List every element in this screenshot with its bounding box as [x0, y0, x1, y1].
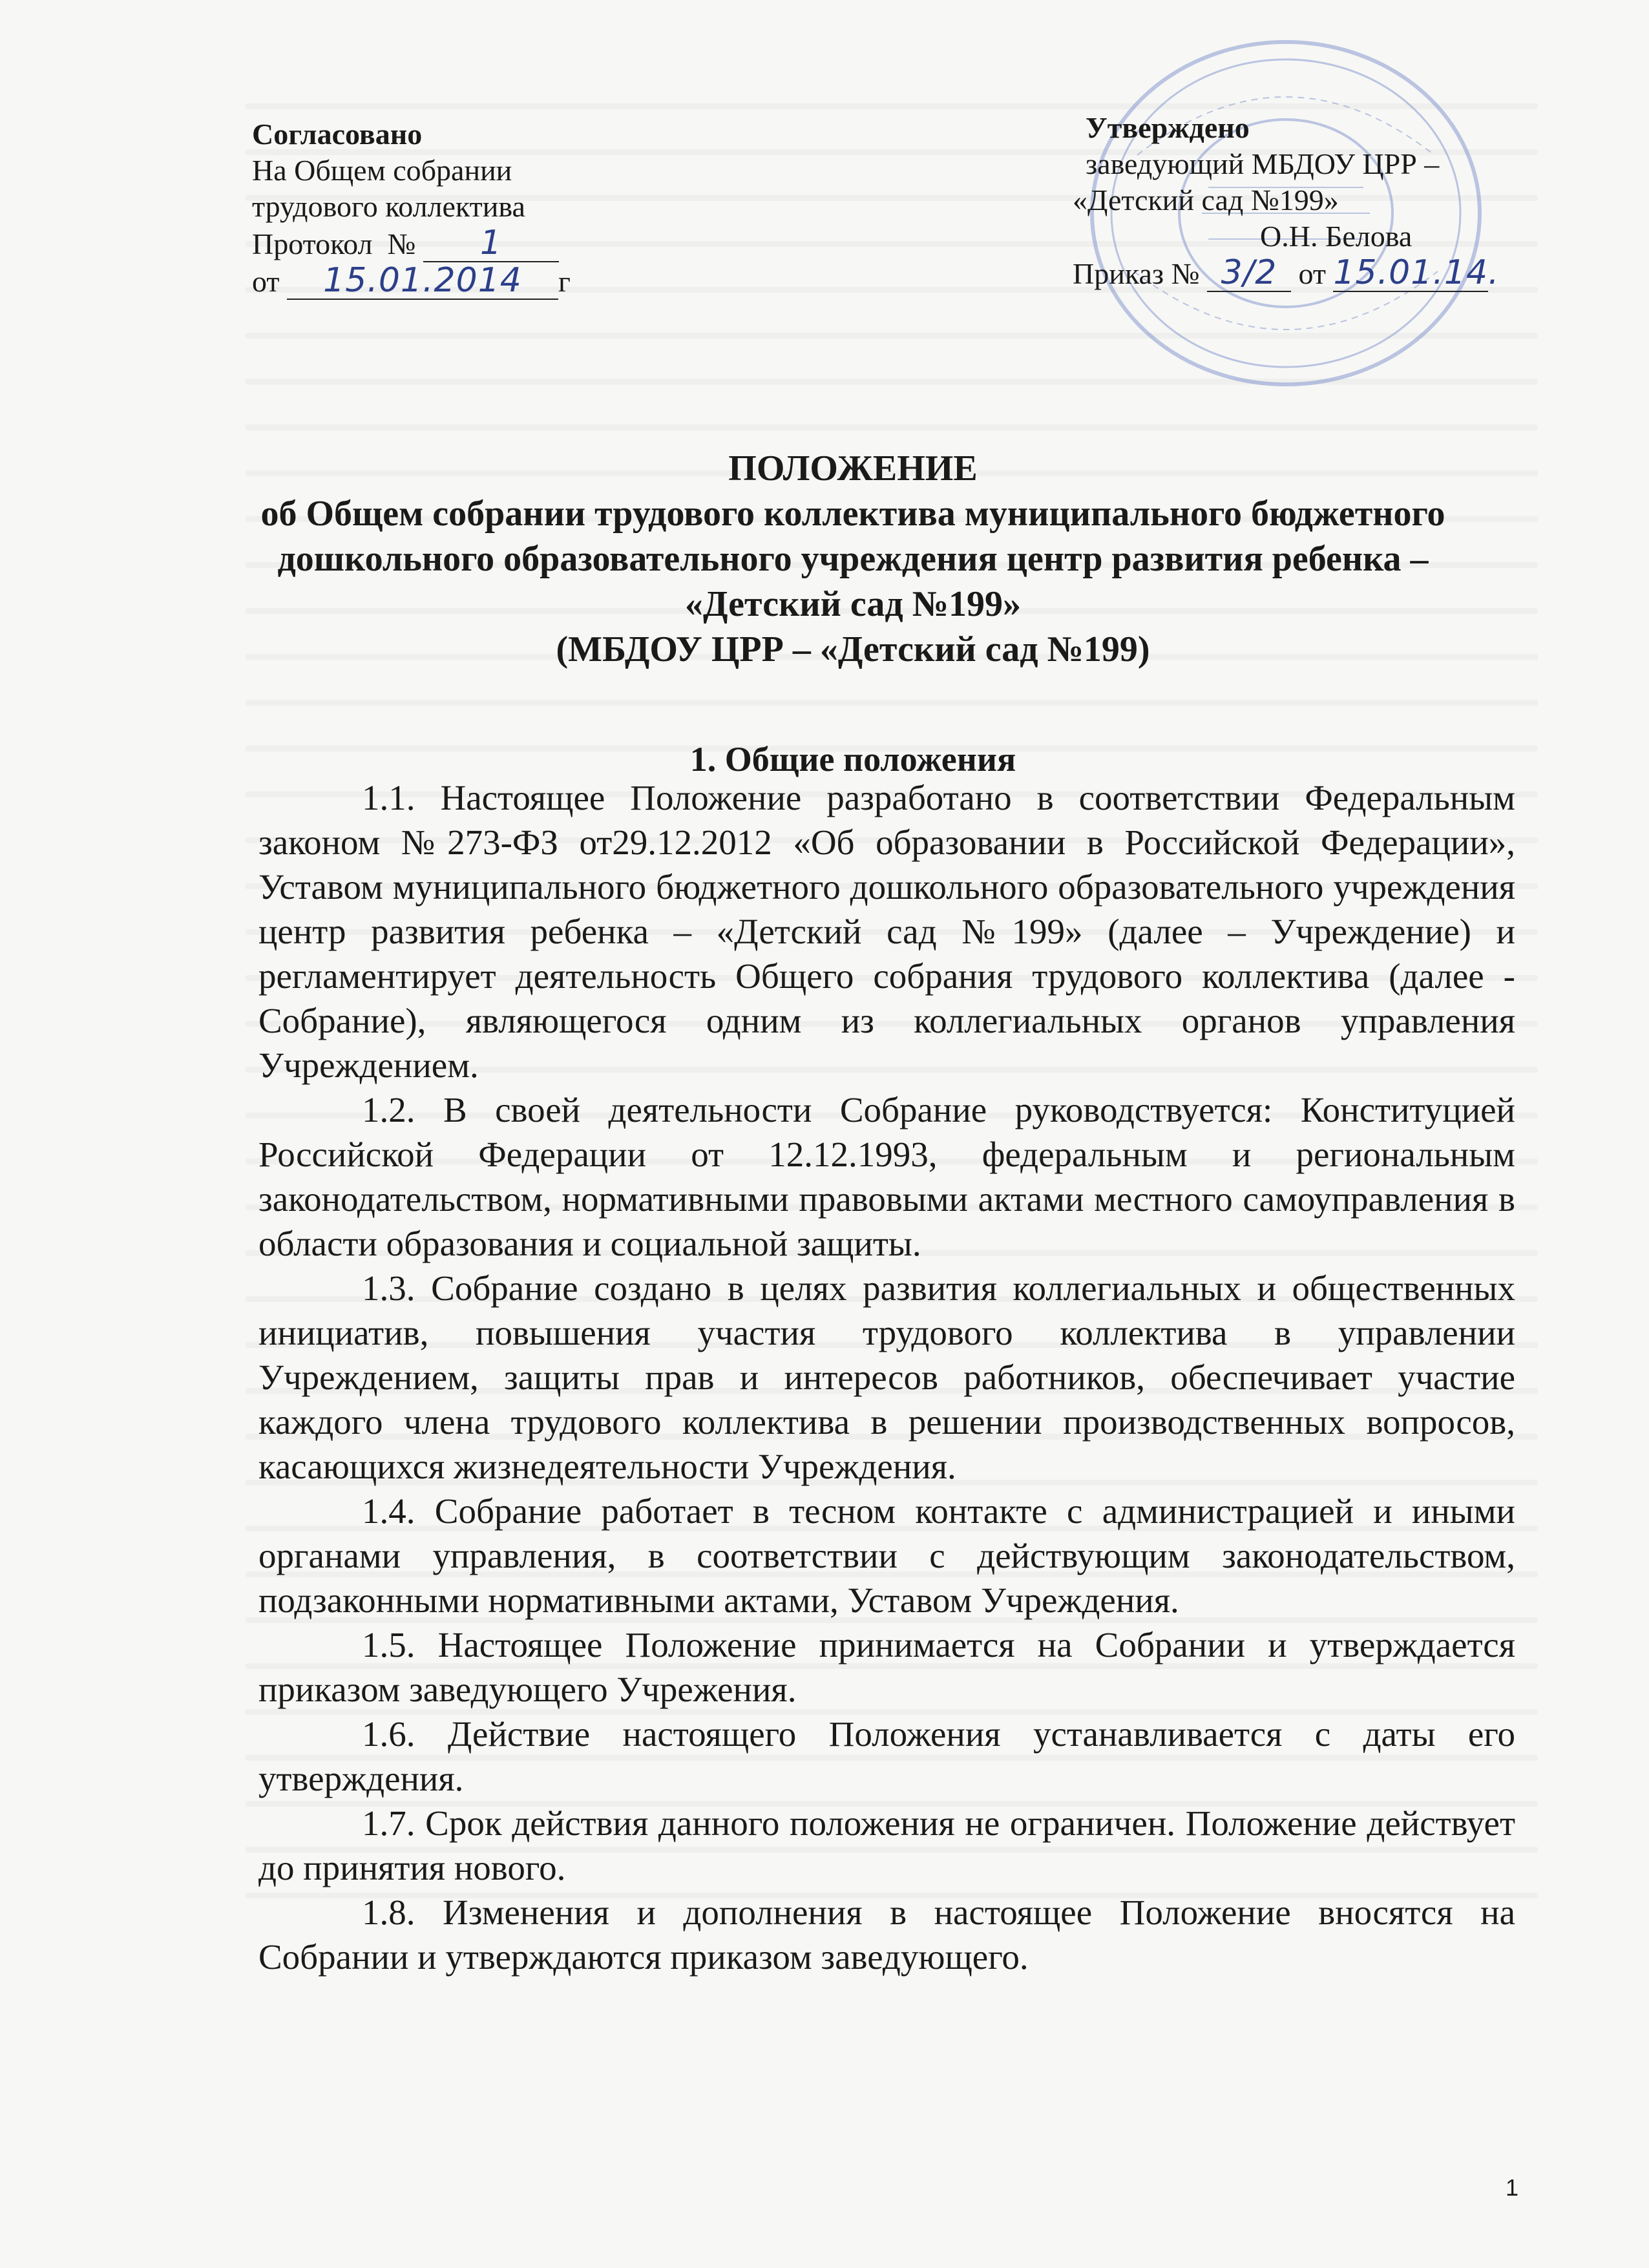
title-line-1: ПОЛОЖЕНИЕ	[728, 448, 978, 488]
protocol-line	[252, 225, 717, 262]
paragraph-1-7: 1.7. Срок действия данного положения не ограничен. Положение действует до принятия нового.	[258, 1803, 1515, 1887]
order-from-label: от	[1298, 257, 1326, 290]
order-label: Приказ №	[1073, 257, 1200, 290]
protocol-from-label: от	[252, 265, 280, 298]
title-line-5: (МБДОУ ЦРР – «Детский сад №199)	[556, 629, 1150, 669]
protocol-number-sign: №	[387, 227, 416, 260]
collective-line: трудового коллектива	[252, 190, 525, 223]
section-heading: 1. Общие положения	[689, 740, 1016, 779]
paragraph-1-8: 1.8. Изменения и дополнения в настоящее Положение вносятся на Собрании и утверждаются приказом заведующего.	[258, 1893, 1515, 1977]
paragraph-1-5: 1.5. Настоящее Положение принимается на Собрании и утверждается приказом заведующего Учрежения.	[258, 1625, 1515, 1709]
protocol-number-handwritten: 1	[423, 225, 559, 262]
paragraph-1-2: 1.2. В своей деятельности Собрание руководствуется: Конституцией Российской Федерации от 12.12.1993, федеральным и региональным законодательством, нормативными правовыми актами местного самоуправления в области образования и социальной защиты.	[258, 1090, 1515, 1263]
head-position-line: заведующий МБДОУ ЦРР –	[1086, 147, 1440, 180]
meeting-line: На Общем собрании	[252, 154, 512, 187]
order-number-handwritten: 3/2	[1207, 255, 1291, 292]
paragraph-1-4: 1.4. Собрание работает в тесном контакте с администрацией и иными органами управления, в соответствии с действующим законодательством, подзаконными нормативными актами, Уставом Учреждения.	[258, 1491, 1515, 1620]
paragraph-1-6: 1.6. Действие настоящего Положения устанавливается с даты его утверждения.	[258, 1714, 1515, 1798]
title-line-3: дошкольного образовательного учреждения центр развития ребенка –	[277, 539, 1429, 579]
section-body	[258, 775, 1515, 1979]
year-suffix: г	[558, 265, 571, 298]
title-line-2: об Общем собрании трудового коллектива муниципального бюджетного	[260, 494, 1445, 534]
protocol-date-line	[252, 262, 717, 300]
agreed-heading: Согласовано	[252, 118, 423, 151]
protocol-date-handwritten: 15.01.2014	[287, 262, 558, 300]
signer-line	[1073, 218, 1590, 255]
agreed-block	[252, 116, 717, 300]
page-number: 1	[1506, 2174, 1519, 2201]
paragraph-1-1: 1.1. Настоящее Положение разработано в соответствии Федеральным законом №273-ФЗ от29.12.2012 «Об образовании в Российской Федерации», Уставом муниципального бюджетного дошкольного образовательного учреждения центр развития ребенка – «Детский сад №199» (далее – Учреждение) и регламентирует деятельность Общего собрания трудового коллектива (далее - Собрание), являющегося одним из коллегиальных органов управления Учреждением.	[258, 778, 1515, 1085]
title-line-4: «Детский сад №199»	[684, 584, 1022, 624]
approved-block	[1073, 110, 1590, 292]
order-date-handwritten: 15.01.14.	[1333, 253, 1500, 292]
kindergarten-line: «Детский сад №199»	[1073, 184, 1339, 216]
protocol-label: Протокол	[252, 227, 373, 260]
approved-heading: Утверждено	[1086, 111, 1250, 144]
signer-name: О.Н. Белова	[1260, 220, 1413, 253]
paragraph-1-3: 1.3. Собрание создано в целях развития коллегиальных и общественных инициатив, повышения участия трудового коллектива в управлении Учреждением, защиты прав и интересов работников, обеспечивает участие каждого члена трудового коллектива в решении производственных вопросов, касающихся жизнедеятельности Учреждения.	[258, 1268, 1515, 1486]
document-title	[233, 446, 1473, 672]
order-line	[1073, 255, 1590, 292]
